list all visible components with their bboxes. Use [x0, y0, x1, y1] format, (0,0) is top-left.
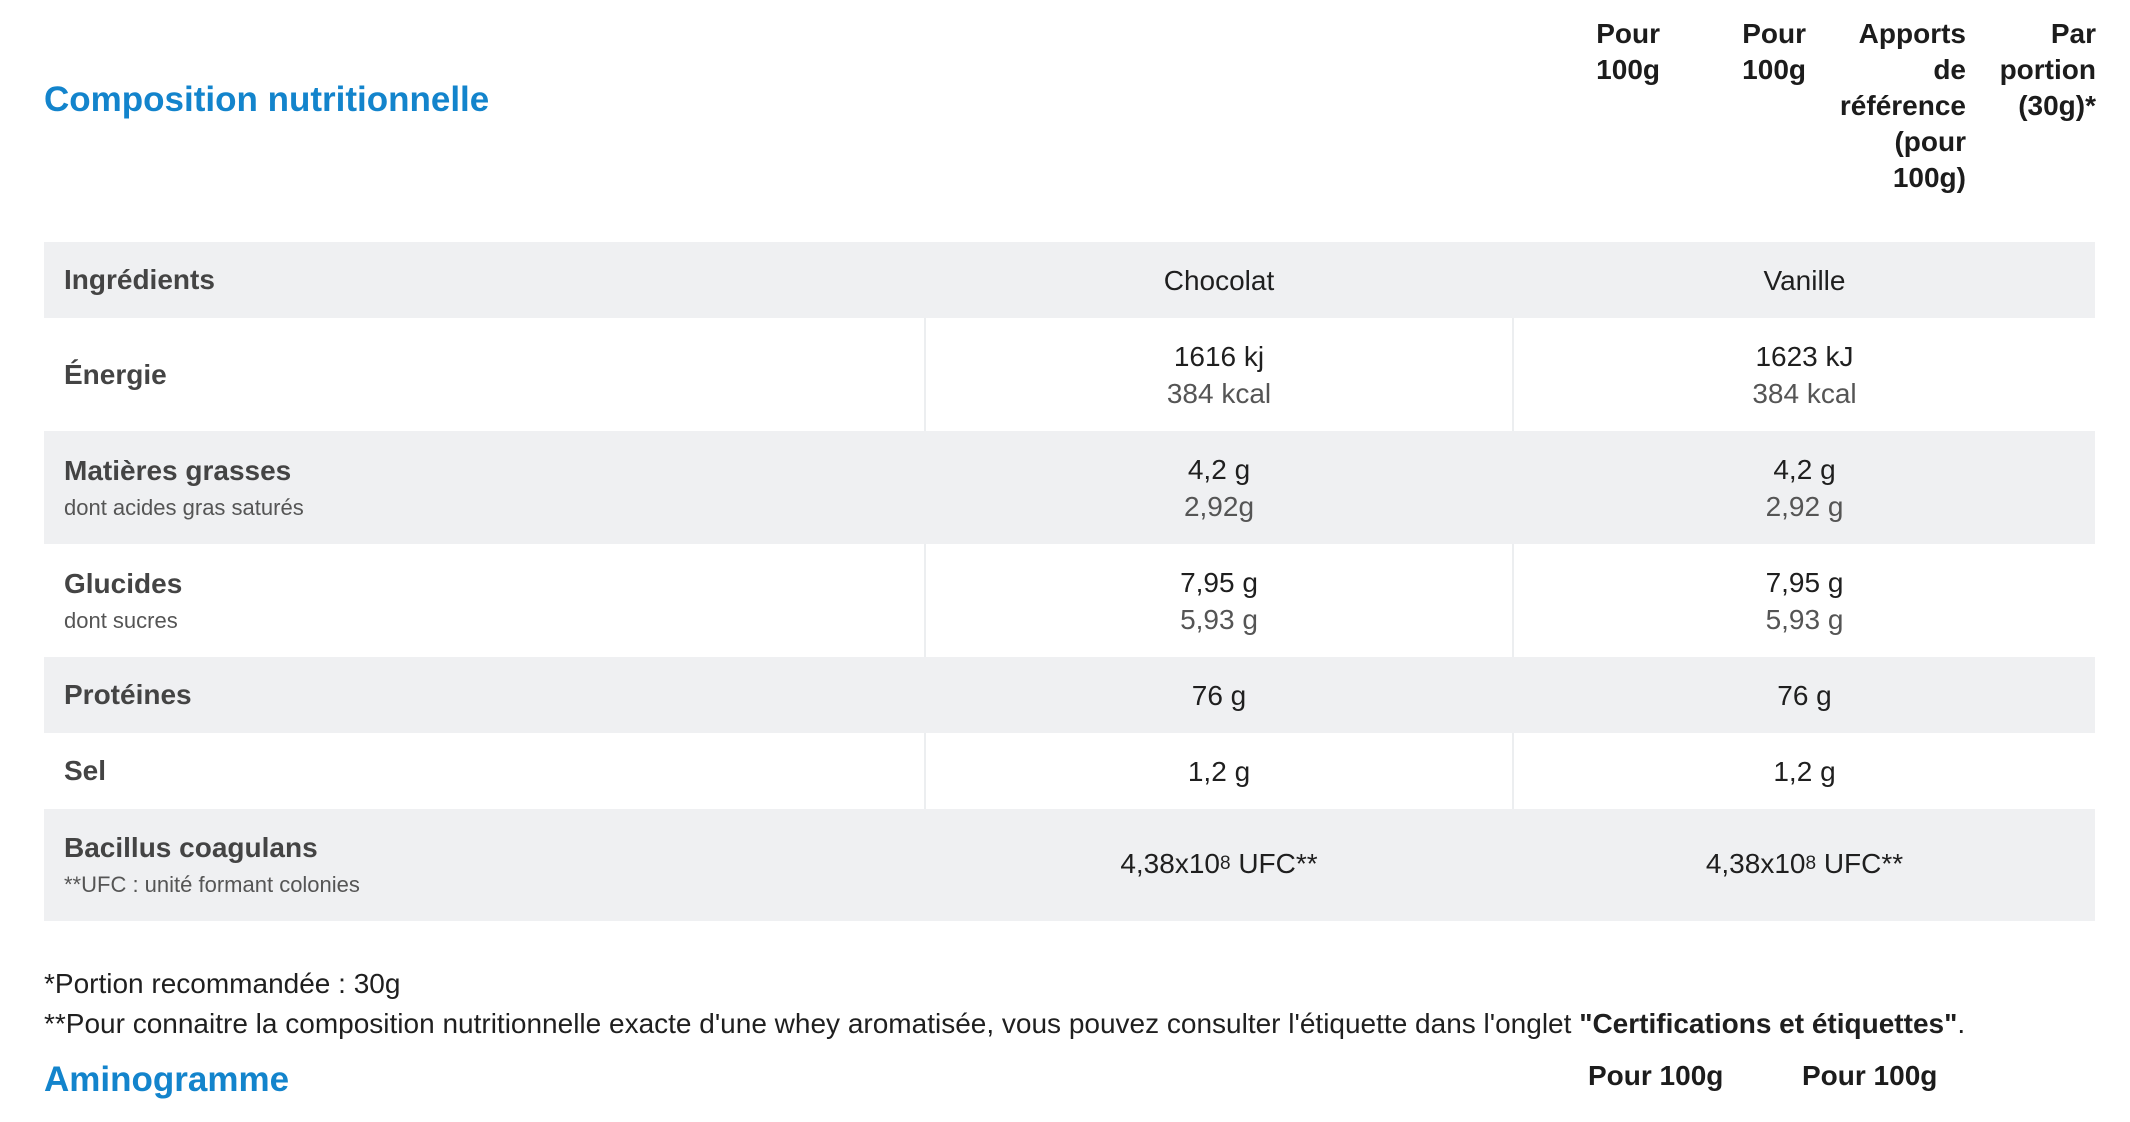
value-primary: 1,2 g [1773, 755, 1836, 787]
row-label-cell [44, 657, 924, 733]
table-row [44, 431, 2095, 544]
chocolat-value-cell [924, 657, 1512, 733]
value-secondary: 384 kcal [1752, 377, 1857, 409]
value-primary: 4,2 g [1773, 453, 1836, 485]
row-label: Énergie [64, 358, 167, 390]
row-label: Glucides [64, 567, 183, 599]
aminogramme-col-1: Pour 100g [1588, 1060, 1724, 1091]
header-chocolat-label: Chocolat [1163, 264, 1275, 296]
value-primary: 7,95 g [1180, 566, 1258, 598]
table-row [44, 318, 2095, 431]
row-label-cell [44, 733, 924, 809]
vanille-value-cell [1512, 431, 2095, 544]
value-primary: $4,38x10^8$ UFC** [1705, 847, 1904, 879]
chocolat-value-cell [924, 809, 1512, 921]
row-label-cell [44, 318, 924, 431]
table-row [44, 544, 2095, 657]
header-ingredients-label: Ingrédients [64, 264, 215, 295]
row-sublabel: **UFC : unité formant colonies [64, 872, 360, 897]
value-secondary: 384 kcal [1166, 377, 1272, 409]
vanille-value-cell [1512, 809, 2095, 921]
vanille-value-cell [1512, 544, 2095, 657]
table-row [44, 733, 2095, 809]
aminogramme-title: Aminogramme [44, 1060, 290, 1099]
table-row [44, 657, 2095, 733]
exponent: 8 [1219, 852, 1231, 874]
row-sublabel: dont acides gras saturés [64, 494, 304, 520]
footnote-portion: *Portion recommandée : 30g [44, 968, 401, 999]
chocolat-value-cell [924, 318, 1512, 431]
value-secondary: 5,93 g [1180, 603, 1258, 635]
header-col-apports-reference: Apports de référence (pour 100g) [1839, 18, 1966, 193]
value-primary: 1623 kJ [1755, 340, 1854, 372]
value-secondary: 2,92g [1183, 490, 1255, 522]
exponent: 8 [1805, 852, 1817, 874]
table-header-row [44, 242, 2095, 318]
vanille-value-cell [1512, 318, 2095, 431]
table-row [44, 809, 2095, 921]
value-primary: 1616 kj [1173, 340, 1265, 372]
value-primary: $4,38x10^8$ UFC** [1120, 847, 1318, 879]
chocolat-value-cell [924, 733, 1512, 809]
row-label-cell [44, 809, 924, 921]
row-label: Protéines [64, 679, 192, 710]
row-label: Sel [64, 755, 107, 786]
composition-title: Composition nutritionnelle [44, 80, 490, 119]
table-header-label-cell [44, 242, 924, 318]
row-label: Matières grasses [64, 454, 292, 486]
row-sublabel: dont sucres [64, 607, 178, 633]
vanille-value-cell [1512, 733, 2095, 809]
header-col-pour-100g-1: Pour 100g [1596, 18, 1660, 85]
header-col-pour-100g-2: Pour 100g [1742, 18, 1806, 85]
value-primary: 7,95 g [1765, 566, 1844, 598]
footnote-whey: **Pour connaitre la composition nutritionnelle exacte d'une whey aromatisée, vous pouvez consulter l'étiquette dans l'onglet "Certifications et étiquettes". [44, 1008, 1966, 1039]
header-vanille-cell [1512, 242, 2095, 318]
value-secondary: 2,92 g [1765, 490, 1844, 522]
vanille-value-cell [1512, 657, 2095, 733]
value-secondary: 5,93 g [1765, 603, 1844, 635]
header-vanille-label: Vanille [1763, 264, 1846, 296]
chocolat-value-cell [924, 544, 1512, 657]
value-primary: 76 g [1777, 679, 1832, 711]
header-chocolat-cell [924, 242, 1512, 318]
header-col-par-portion: Par portion (30g)* [1999, 18, 2096, 121]
row-label: Bacillus coagulans [64, 832, 318, 863]
value-primary: 1,2 g [1187, 755, 1251, 787]
value-primary: 4,2 g [1187, 453, 1251, 485]
row-label-cell [44, 431, 924, 544]
row-label-cell [44, 544, 924, 657]
nutrition-table [44, 242, 2095, 921]
certifications-tab-reference: "Certifications et étiquettes" [1579, 1008, 1958, 1039]
chocolat-value-cell [924, 431, 1512, 544]
value-primary: 76 g [1191, 679, 1247, 711]
aminogramme-col-2: Pour 100g [1802, 1060, 1938, 1091]
footnotes [44, 964, 1965, 1044]
